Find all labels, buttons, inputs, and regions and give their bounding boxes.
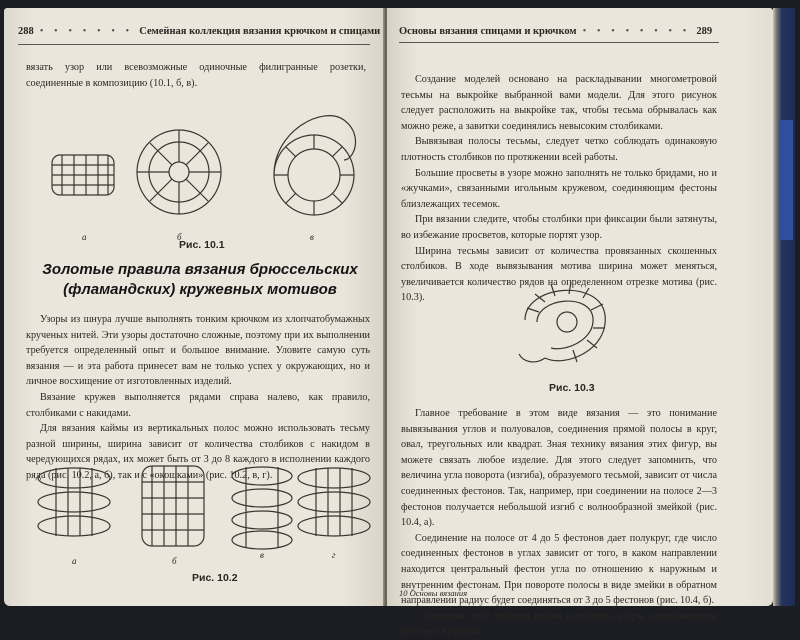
- left-paragraph-2: Вязание кружев выполняется рядами справа налево, как правило, столбиками с накидами.: [26, 391, 370, 419]
- figure-10-2: [34, 460, 374, 560]
- fig2-label-a: а: [72, 556, 77, 566]
- left-paragraph-3: Для вязания каймы из вертикальных полос можно использовать тесьму разной ширины, ширина зависит от количества столбиков с накидом в чередующихся рядах, их может быть от 3 до 8 каждого в исполнении каждого ряда (рис. 10.2, а, б), так и с «окошками» (рис. 10.2, в, г).: [26, 423, 370, 481]
- intro-text-block: [26, 60, 366, 91]
- left-paragraph-1: Узоры из шнура лучше выполнять тонким крючком из хлопчатобумажных крученых нитей. Эти узоры достаточно сложные, поэтому при их выполнении требуется определенный опыт и большое внимание. Уловите самую суть вязания — и эта работа принесет вам не только успех у окружающих, но и личное восхищение от изготовленных изделий.: [26, 314, 370, 388]
- section-title: Золотые правила вязания брюссельских (фламандских) кружевных мотивов: [42, 261, 358, 298]
- right-paragraph-3: Большие просветы в узоре можно заполнять не только бридами, но и «жучками», связанными игольным кружевом, соединяющим фестоны близлежащих тесемок.: [401, 167, 717, 210]
- fig-10-2-v: [232, 467, 292, 549]
- header-dots-right: • • • • • • • •: [582, 26, 691, 37]
- right-paragraph-6: Главное требование в этом виде вязания — это понимание вывязывания углов и полуовалов, соединения прямой полосы в круг, овал, треугольных или квадрат. Зная технику вязания этих фигур, вы можете связать любое изделие. Для этого следует запомнить, что величина угла поворота (изгиба), образуемого тесьмой, зависит от числа соединенных фестонов. Так, например, при соединении на полосе 2—3 фестонов получается небольшой изгиб с волнообразной змейкой (рис. 10.4, а).: [401, 408, 717, 529]
- right-paragraph-8: С помощью этой техники можно выполнить узоры, напоминающие плетеное кружево.: [401, 610, 717, 638]
- fig1-label-a: а: [82, 232, 87, 242]
- fig-10-2-g: [298, 468, 370, 536]
- fig2-caption: Рис. 10.2: [192, 572, 238, 584]
- fig2-label-g: г: [332, 550, 336, 560]
- left-page-number: 288: [18, 26, 34, 37]
- fig-10-3-motif: [519, 282, 605, 362]
- fig2-label-b: б: [172, 556, 177, 566]
- left-header-title: Семейная коллекция вязания крючком и спицами: [139, 26, 381, 37]
- fig1-caption: Рис. 10.1: [179, 239, 225, 251]
- book-cover-edge: [773, 8, 795, 606]
- right-paragraph-5: Ширина тесьмы зависит от количества провязанных скошенных столбиков. В ходе вывязывания мотива ширина может меняться, увеличивается количество рядов на определенном отрезке мотива (рис. 10.3).: [401, 245, 717, 304]
- header-rule-right: [399, 42, 719, 43]
- figure-10-1: [44, 100, 364, 230]
- left-body-text: [26, 312, 370, 484]
- book-cover-accent: [779, 120, 793, 240]
- right-paragraph-1: Создание моделей основано на раскладывании многометровой тесьмы на выкройке выбранной вами модели. Для этого рисунок следует расположить на выкройке так, чтобы тесьма обрывалась как можно реже, а завитки соединялись невысоким столбиками.: [401, 74, 717, 132]
- left-page: [4, 8, 385, 606]
- right-page-number: 289: [696, 26, 713, 37]
- right-paragraph-4: При вязании следите, чтобы столбики при фиксации были затянуты, во избежание просветов, которые портят узор.: [401, 214, 717, 241]
- right-header-title: Основы вязания спицами и крючком: [399, 26, 577, 37]
- intro-paragraph: вязать узор или всевозможные одиночные филигранные розетки, соединенные в композицию (10.1, б, в).: [26, 62, 366, 89]
- fig-10-2-b: [142, 466, 204, 546]
- right-paragraph-2: Вывязывая полосы тесьмы, следует четко соблюдать одинаковую плотность столбиков по протяжении всей работы.: [401, 136, 717, 163]
- fig1-label-b: б: [177, 232, 182, 242]
- fig-10-1-rosette: [137, 130, 221, 214]
- header-dots: • • • • • • •: [39, 26, 134, 37]
- fig1-label-v: в: [310, 232, 314, 242]
- right-page-footer: 10 Основы вязания: [399, 588, 468, 598]
- right-bottom-text: [401, 406, 717, 640]
- fig-10-1-strip: [52, 155, 114, 195]
- fig3-caption: Рис. 10.3: [549, 382, 595, 394]
- fig2-label-v: в: [260, 550, 264, 560]
- fig-10-1-spiral: [274, 116, 356, 215]
- left-page-header: [18, 26, 380, 37]
- figure-10-3: [505, 270, 625, 375]
- right-page-header: [399, 26, 712, 37]
- fig-10-2-a: [38, 468, 110, 536]
- header-rule: [18, 44, 370, 45]
- right-paragraph-7: Соединение на полосе от 4 до 5 фестонов дает полукруг, где число соединенных фестонов в углах зависит от того, в каком направлении находится центральный фестон угла по отношению к наружным и внутренним фестонам. При повороте полосы в виде змейки в обратном направлении радиус будет соединяться от 3 до 5 фестонов (рис. 10.4, б).: [401, 532, 717, 607]
- right-page: [387, 8, 773, 638]
